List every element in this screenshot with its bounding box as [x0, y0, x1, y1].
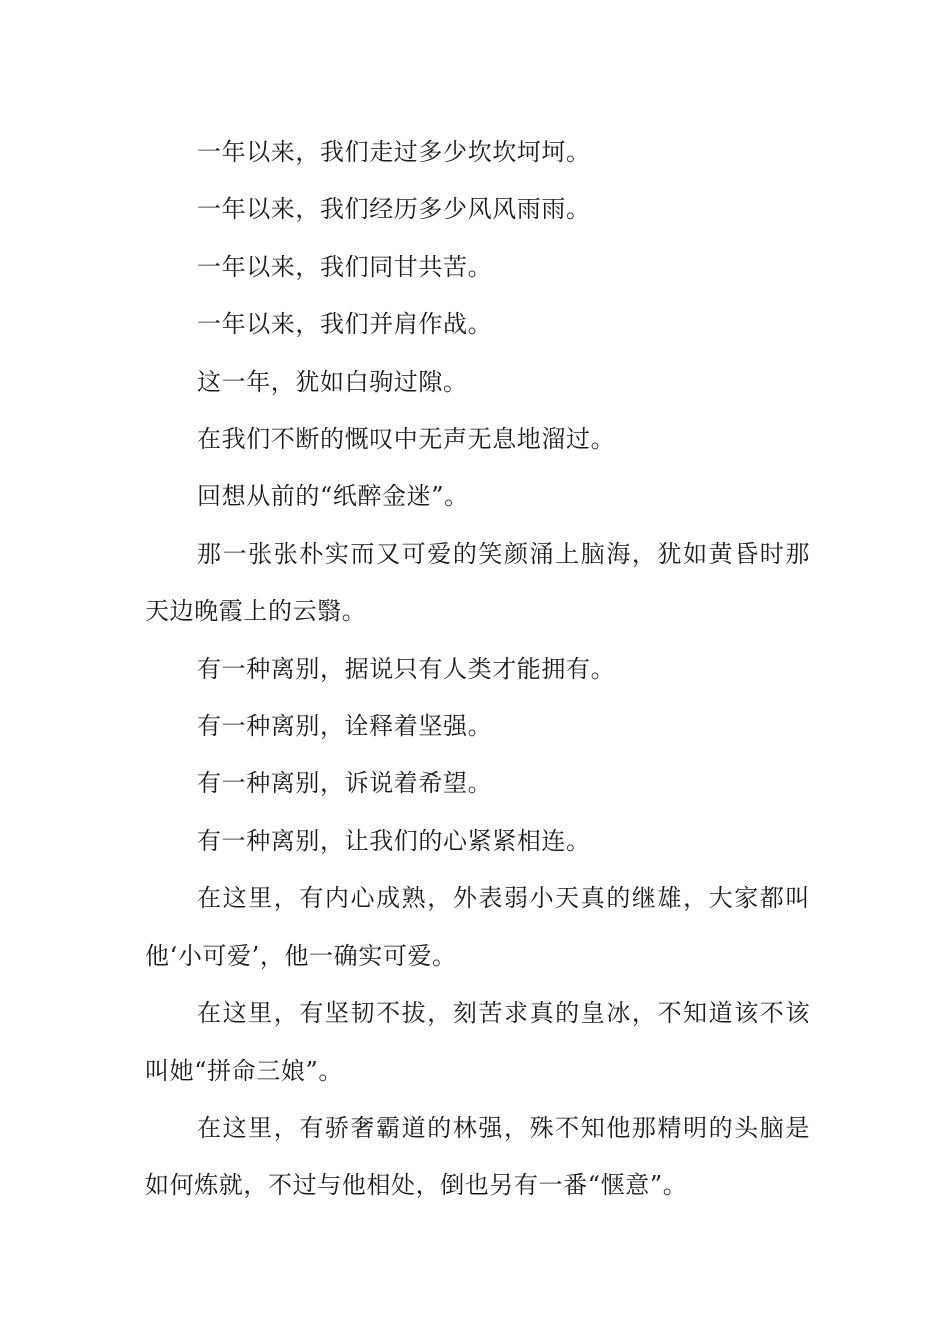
paragraph-3: 一年以来，我们同甘共苦。	[197, 252, 493, 281]
paragraph-6: 在我们不断的慨叹中无声无息地溜过。	[197, 425, 616, 454]
document-body	[145, 124, 810, 1215]
paragraph-2: 一年以来，我们经历多少风风雨雨。	[197, 195, 591, 224]
paragraph-4: 一年以来，我们并肩作战。	[197, 310, 493, 339]
paragraph-1: 一年以来，我们走过多少坎坎坷坷。	[197, 138, 591, 166]
paragraph-14: 在这里，有坚韧不拔，刻苦求真的皇冰，不知道该不该叫她“拼命三娘”。	[145, 999, 810, 1085]
paragraph-7: 回想从前的“纸醉金迷”。	[197, 482, 469, 511]
paragraph-9: 有一种离别，据说只有人类才能拥有。	[197, 654, 616, 683]
paragraph-10: 有一种离别，诠释着坚强。	[197, 712, 493, 741]
paragraph-8: 那一张张朴实而又可爱的笑颜涌上脑海，犹如黄昏时那天边晚霞上的云翳。	[145, 539, 810, 626]
paragraph-12: 有一种离别，让我们的心紧紧相连。	[197, 826, 591, 855]
paragraph-11: 有一种离别，诉说着希望。	[197, 769, 493, 798]
paragraph-5: 这一年，犹如白驹过隙。	[197, 367, 468, 396]
paragraph-15: 在这里，有骄奢霸道的林强，殊不知他那精明的头脑是如何炼就，不过与他相处，倒也另有一番“惬意”。	[145, 1113, 810, 1200]
paragraph-13: 在这里，有内心成熟，外表弱小天真的继雄，大家都叫他‘小可爱’，他一确实可爱。	[145, 884, 810, 970]
